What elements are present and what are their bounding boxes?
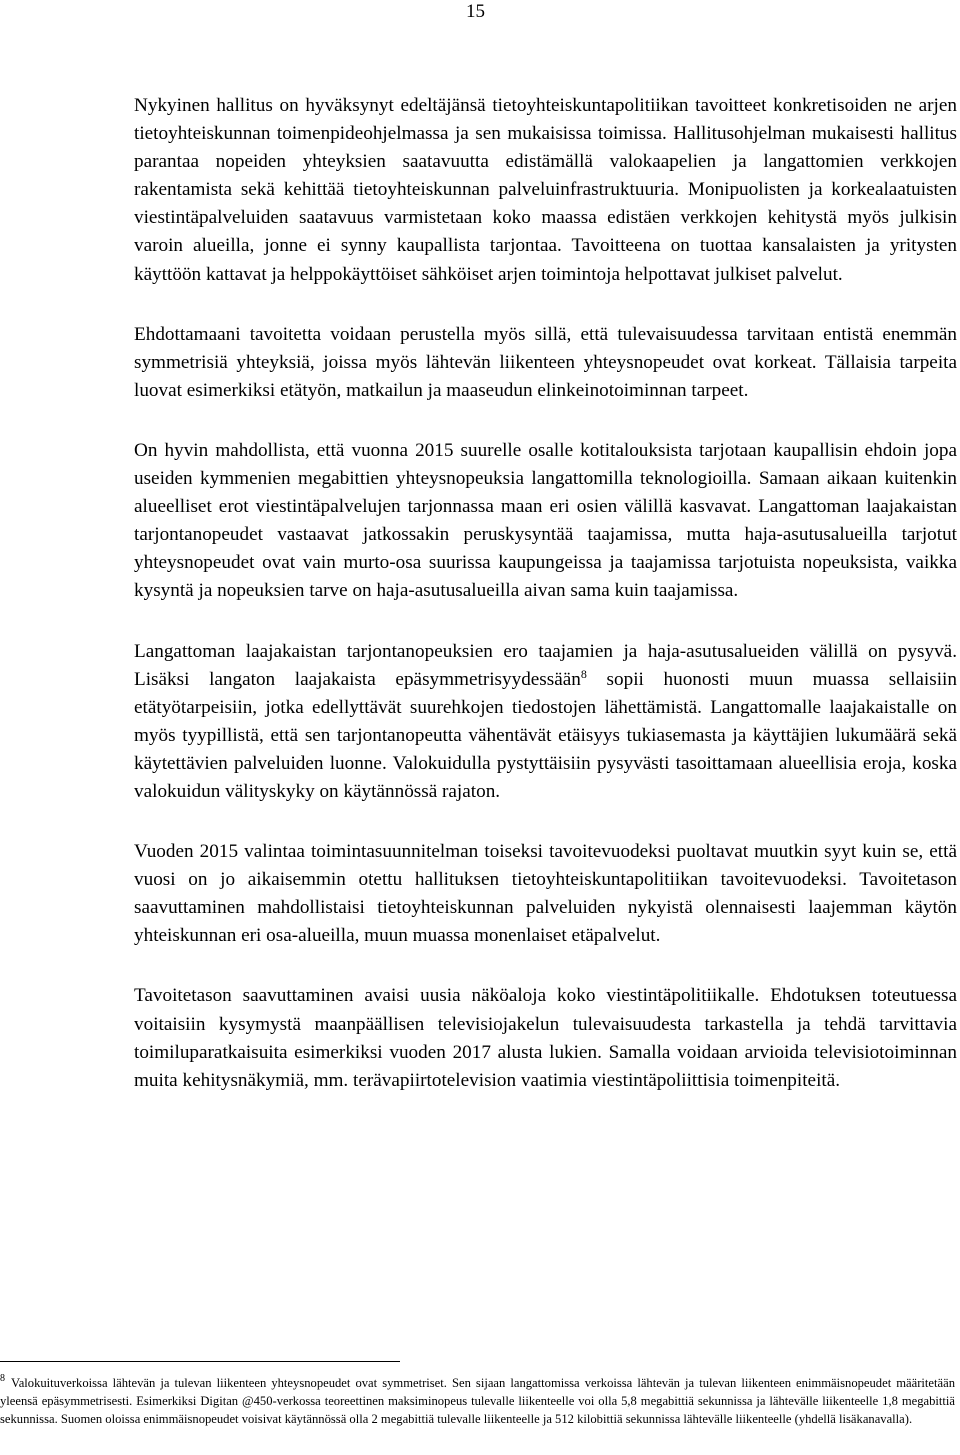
- paragraph-4: [134, 638, 957, 807]
- paragraph-2: Ehdottamaani tavoitetta voidaan perustella myös sillä, että tulevaisuudessa tarvitaan entistä enemmän symmetrisiä yhteyksiä, joissa myös lähtevän liikenteen yhteysnopeudet ovat korkeat. Tällaisia tarpeita luovat esimerkiksi etätyön, matkailun ja maaseudun elinkeinotoiminnan tarpeet.: [134, 323, 957, 401]
- footnote-separator: [0, 1361, 400, 1362]
- paragraph-4-before: Langattoman laajakaistan tarjontanopeuksien ero taajamien ja haja-asutusalueiden välillä on pysyvä. Lisäksi langaton laajakaista epäsymmetrisyydessään: [134, 640, 957, 690]
- body-text: [134, 92, 957, 1127]
- paragraph-5: Vuoden 2015 valintaa toimintasuunnitelman toiseksi tavoitevuodeksi puoltavat muutkin syyt kuin se, että vuosi on jo aikaisemmin otettu hallituksen tietoyhteiskuntapolitiikan tavoitevuodeksi. Tavoitetason saavuttaminen mahdollistaisi tietoyhteiskunnan palveluiden nykyistä olennaisesti laajemman käytön yhteiskunnan eri osa-alueilla, muun muassa monenlaiset etäpalvelut.: [134, 841, 957, 947]
- paragraph-1: Nykyinen hallitus on hyväksynyt edeltäjänsä tietoyhteiskuntapolitiikan tavoitteet konkretisoiden ne arjen tietoyhteiskunnan toimenpideohjelmassa ja sen mukaisissa toimissa. Hallitusohjelman mukaisesti hallitus parantaa nopeiden yhteyksien saatavuutta edistämällä valokaapelien ja langattomien verkkojen rakentamista sekä kehittää tietoyhteiskunnan palveluinfrastruktuuria. Monipuolisten ja korkealaatuisten viestintäpalveluiden saatavuus varmistetaan koko maassa edistäen verkkojen kehitystä myös julkisin varoin alueilla, jonne ei synny kaupallista tarjontaa. Tavoitteena on tuottaa kansalaisten ja yritysten käyttöön kattavat ja helppokäyttöiset sähköiset arjen toimintoja helpottavat julkiset palvelut.: [134, 95, 957, 285]
- paragraph-3: On hyvin mahdollista, että vuonna 2015 suurelle osalle kotitalouksista tarjotaan kaupallisin ehdoin jopa useiden kymmenien megabittien yhteysnopeuksia langattomilla teknologioilla. Samaan aikaan kuitenkin alueelliset erot viestintäpalvelujen tarjonnassa maan eri osien välillä kasvavat. Langattoman laajakaistan tarjontanopeudet vastaavat jatkossakin peruskysyntää taajamissa, mutta haja-asutusalueilla tarjotut yhteysnopeudet ovat vain murto-osa suurissa kaupungeissa ja taajamissa tarjotuista nopeuksista, vaikka kysyntä ja nopeuksien tarve on haja-asutusalueilla aivan sama kuin taajamissa.: [134, 439, 957, 602]
- footnote-text: Valokuituverkoissa lähtevän ja tulevan liikenteen yhteysnopeudet ovat symmetriset. Sen sijaan langattomissa verkoissa lähtevän ja tulevan liikenteen enimmäisnopeudet määritetään yleensä epäsymmetrisesti. Esimerkiksi Digitan @450-verkossa teoreettinen maksiminopeus tulevalle liikenteelle voi olla 5,8 megabittiä sekunnissa ja lähtevälle liikenteelle 1,8 megabittiä sekunnissa. Suomen oloissa enimmäisnopeudet voisivat käytännössä olla 2 megabittiä tulevalle liikenteelle ja 512 kilobittiä sekunnissa lähtevälle liikenteelle (yhdellä lisäkanavalla).: [0, 1376, 955, 1426]
- footnote-marker: 8: [0, 1373, 5, 1384]
- paragraph-6: Tavoitetason saavuttaminen avaisi uusia näköaloja koko viestintäpolitiikalle. Ehdotuksen toteutuessa voitaisiin kysymystä maanpäällisen televisiojakelun tulevaisuudesta tarkastella ja tehdä tarvittavia toimiluparatkaisuita esimerkiksi vuoden 2017 alusta lukien. Samalla voidaan arvioida televisiotoiminnan muita kehitysnäkymiä, mm. terävapiirtotelevision vaatimia viestintäpoliittisia toimenpiteitä.: [134, 985, 957, 1091]
- footnote: [0, 1375, 955, 1429]
- footnote-reference[interactable]: 8: [580, 666, 587, 681]
- page-number: 15: [466, 1, 485, 22]
- paragraph-4-after: sopii huonosti muun muassa sellaisiin etätyötarpeisiin, jotka edellyttävät suurehkojen tiedostojen lähettämistä. Langattomalle laajakaistalle on myös tyypillistä, että sen tarjontanopeutta vähentävät etäisyys tukiasemasta ja käyttäjien lukumäärä sekä käytettävien palveluiden luonne. Valokuidulla pystyttäisiin pysyvästi tasoittamaan alueellisia eroja, koska valokuidun välityskyky on käytännössä rajaton.: [134, 668, 957, 802]
